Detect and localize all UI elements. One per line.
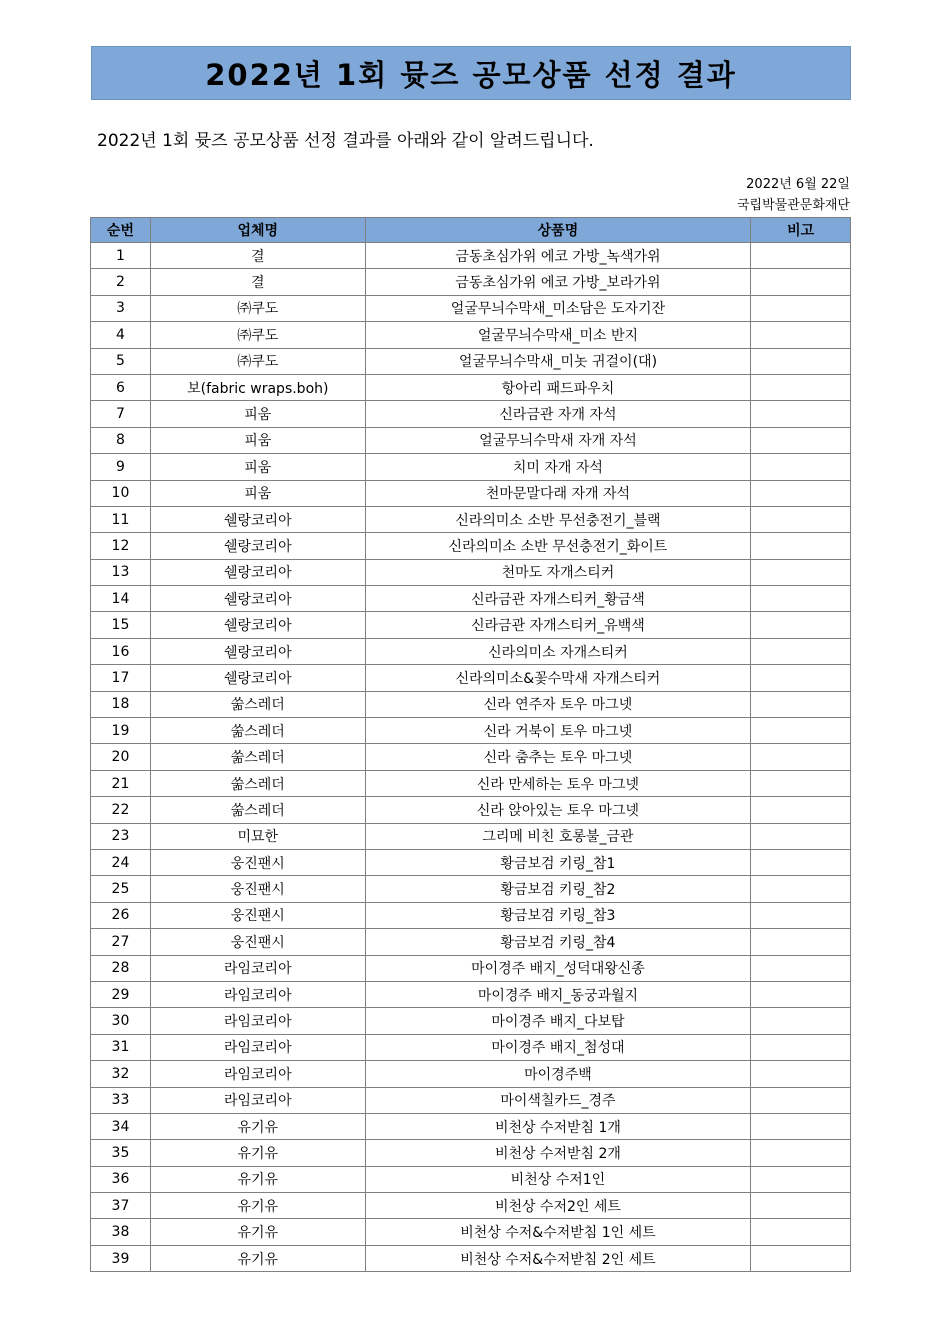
cell-product: 얼굴무늬수막새_미놋 귀걸이(대) (365, 348, 751, 374)
table-header-row (91, 218, 851, 243)
cell-company: 보(fabric wraps.boh) (150, 374, 365, 400)
cell-company: 쑮스레더 (150, 797, 365, 823)
cell-product: 신라금관 자개 자석 (365, 401, 751, 427)
table-row (91, 955, 851, 981)
cell-remarks (751, 427, 851, 453)
cell-company: 유기유 (150, 1140, 365, 1166)
header-remarks: 비고 (751, 218, 851, 243)
cell-number: 32 (91, 1061, 151, 1087)
table-row (91, 506, 851, 532)
cell-product: 황금보검 키링_참3 (365, 902, 751, 928)
cell-product: 치미 자개 자석 (365, 454, 751, 480)
cell-company: 라임코리아 (150, 1008, 365, 1034)
cell-remarks (751, 1087, 851, 1113)
cell-product: 신라의미소 소반 무선충전기_블랙 (365, 506, 751, 532)
cell-number: 26 (91, 902, 151, 928)
cell-company: 피움 (150, 427, 365, 453)
cell-number: 10 (91, 480, 151, 506)
cell-product: 마이경주백 (365, 1061, 751, 1087)
cell-product: 비천상 수저1인 (365, 1166, 751, 1192)
table-row (91, 1219, 851, 1245)
cell-company: 웅진팬시 (150, 902, 365, 928)
cell-number: 34 (91, 1113, 151, 1139)
cell-company: 쉘랑코리아 (150, 638, 365, 664)
cell-company: 피움 (150, 480, 365, 506)
table-row (91, 427, 851, 453)
cell-product: 신라 만세하는 토우 마그넷 (365, 770, 751, 796)
cell-company: 라임코리아 (150, 1061, 365, 1087)
cell-product: 신라 거북이 토우 마그넷 (365, 718, 751, 744)
cell-company: 유기유 (150, 1113, 365, 1139)
cell-company: 유기유 (150, 1193, 365, 1219)
cell-company: 웅진팬시 (150, 849, 365, 875)
cell-remarks (751, 1245, 851, 1271)
cell-product: 신라의미소 소반 무선충전기_화이트 (365, 533, 751, 559)
table-row (91, 559, 851, 585)
table-row (91, 269, 851, 295)
cell-product: 얼굴무늬수막새_미소담은 도자기잔 (365, 295, 751, 321)
table-row (91, 1166, 851, 1192)
cell-remarks (751, 849, 851, 875)
cell-product: 항아리 패드파우치 (365, 374, 751, 400)
cell-product: 비천상 수저&수저받침 1인 세트 (365, 1219, 751, 1245)
cell-number: 8 (91, 427, 151, 453)
cell-company: 쉘랑코리아 (150, 586, 365, 612)
cell-remarks (751, 955, 851, 981)
page-title: 2022년 1회 뮷즈 공모상품 선정 결과 (205, 57, 737, 92)
table-row (91, 454, 851, 480)
cell-company: 쉘랑코리아 (150, 506, 365, 532)
header-number: 순번 (91, 218, 151, 243)
cell-number: 2 (91, 269, 151, 295)
table-row (91, 797, 851, 823)
cell-number: 4 (91, 322, 151, 348)
table-row (91, 348, 851, 374)
table-row (91, 1245, 851, 1271)
cell-remarks (751, 374, 851, 400)
table-row (91, 638, 851, 664)
cell-remarks (751, 1061, 851, 1087)
cell-number: 11 (91, 506, 151, 532)
cell-number: 24 (91, 849, 151, 875)
title-banner (91, 46, 851, 100)
header-company: 업체명 (150, 218, 365, 243)
cell-product: 신라의미소&꽃수막새 자개스티커 (365, 665, 751, 691)
results-body (91, 243, 851, 1272)
cell-number: 35 (91, 1140, 151, 1166)
cell-product: 얼굴무늬수막새 자개 자석 (365, 427, 751, 453)
cell-company: 미묘한 (150, 823, 365, 849)
cell-remarks (751, 981, 851, 1007)
cell-company: ㈜쿠도 (150, 295, 365, 321)
table-row (91, 1061, 851, 1087)
cell-remarks (751, 586, 851, 612)
cell-number: 15 (91, 612, 151, 638)
cell-product: 비천상 수저2인 세트 (365, 1193, 751, 1219)
cell-number: 19 (91, 718, 151, 744)
header-product: 상품명 (365, 218, 751, 243)
cell-number: 36 (91, 1166, 151, 1192)
cell-product: 천마도 자개스티커 (365, 559, 751, 585)
cell-number: 6 (91, 374, 151, 400)
cell-remarks (751, 929, 851, 955)
table-row (91, 1140, 851, 1166)
cell-remarks (751, 876, 851, 902)
cell-remarks (751, 1193, 851, 1219)
cell-remarks (751, 770, 851, 796)
cell-company: 쉘랑코리아 (150, 612, 365, 638)
table-row (91, 1113, 851, 1139)
cell-product: 황금보검 키링_참2 (365, 876, 751, 902)
results-table (90, 217, 851, 1272)
cell-remarks (751, 612, 851, 638)
cell-remarks (751, 744, 851, 770)
cell-product: 그리메 비친 호롱불_금관 (365, 823, 751, 849)
cell-number: 25 (91, 876, 151, 902)
table-row (91, 981, 851, 1007)
cell-company: 유기유 (150, 1219, 365, 1245)
cell-product: 금동초심가위 에코 가방_녹색가위 (365, 243, 751, 269)
cell-company: 결 (150, 269, 365, 295)
cell-number: 18 (91, 691, 151, 717)
cell-product: 얼굴무늬수막새_미소 반지 (365, 322, 751, 348)
table-row (91, 691, 851, 717)
cell-remarks (751, 823, 851, 849)
table-row (91, 823, 851, 849)
cell-remarks (751, 559, 851, 585)
cell-company: 결 (150, 243, 365, 269)
table-row (91, 586, 851, 612)
cell-number: 7 (91, 401, 151, 427)
cell-remarks (751, 797, 851, 823)
cell-company: 라임코리아 (150, 981, 365, 1007)
table-row (91, 665, 851, 691)
cell-company: 웅진팬시 (150, 929, 365, 955)
table-row (91, 295, 851, 321)
cell-remarks (751, 322, 851, 348)
table-row (91, 744, 851, 770)
cell-company: 쑮스레더 (150, 718, 365, 744)
cell-number: 20 (91, 744, 151, 770)
cell-number: 21 (91, 770, 151, 796)
cell-product: 마이경주 배지_동궁과월지 (365, 981, 751, 1007)
cell-remarks (751, 1008, 851, 1034)
cell-company: 피움 (150, 401, 365, 427)
cell-number: 27 (91, 929, 151, 955)
cell-remarks (751, 1166, 851, 1192)
cell-number: 33 (91, 1087, 151, 1113)
cell-company: 쉘랑코리아 (150, 559, 365, 585)
table-row (91, 612, 851, 638)
cell-number: 13 (91, 559, 151, 585)
table-row (91, 322, 851, 348)
cell-product: 신라 연주자 토우 마그넷 (365, 691, 751, 717)
cell-product: 금동초심가위 에코 가방_보라가위 (365, 269, 751, 295)
cell-company: 쑮스레더 (150, 744, 365, 770)
cell-company: 피움 (150, 454, 365, 480)
cell-company: 쉘랑코리아 (150, 665, 365, 691)
cell-number: 5 (91, 348, 151, 374)
table-row (91, 718, 851, 744)
cell-product: 마이색칠카드_경주 (365, 1087, 751, 1113)
cell-company: 라임코리아 (150, 955, 365, 981)
cell-remarks (751, 638, 851, 664)
cell-product: 비천상 수저받침 1개 (365, 1113, 751, 1139)
table-row (91, 849, 851, 875)
cell-number: 38 (91, 1219, 151, 1245)
cell-product: 황금보검 키링_참4 (365, 929, 751, 955)
cell-product: 신라 춤추는 토우 마그넷 (365, 744, 751, 770)
cell-product: 마이경주 배지_성덕대왕신종 (365, 955, 751, 981)
cell-company: ㈜쿠도 (150, 348, 365, 374)
table-row (91, 243, 851, 269)
table-row (91, 902, 851, 928)
cell-number: 12 (91, 533, 151, 559)
cell-remarks (751, 348, 851, 374)
cell-company: 쑮스레더 (150, 691, 365, 717)
table-row (91, 1087, 851, 1113)
table-row (91, 1193, 851, 1219)
cell-number: 31 (91, 1034, 151, 1060)
cell-product: 신라금관 자개스티커_유백색 (365, 612, 751, 638)
cell-remarks (751, 506, 851, 532)
cell-remarks (751, 1219, 851, 1245)
cell-remarks (751, 480, 851, 506)
table-row (91, 401, 851, 427)
cell-product: 황금보검 키링_참1 (365, 849, 751, 875)
cell-number: 3 (91, 295, 151, 321)
cell-number: 17 (91, 665, 151, 691)
cell-remarks (751, 533, 851, 559)
table-row (91, 533, 851, 559)
cell-product: 마이경주 배지_첨성대 (365, 1034, 751, 1060)
cell-product: 비천상 수저받침 2개 (365, 1140, 751, 1166)
table-row (91, 1008, 851, 1034)
table-row (91, 374, 851, 400)
cell-number: 23 (91, 823, 151, 849)
cell-remarks (751, 295, 851, 321)
cell-remarks (751, 1113, 851, 1139)
cell-remarks (751, 1034, 851, 1060)
announcement-date: 2022년 6월 22일 (746, 177, 850, 192)
cell-number: 1 (91, 243, 151, 269)
cell-number: 9 (91, 454, 151, 480)
cell-product: 신라의미소 자개스티커 (365, 638, 751, 664)
cell-number: 28 (91, 955, 151, 981)
cell-company: 웅진팬시 (150, 876, 365, 902)
cell-number: 14 (91, 586, 151, 612)
cell-product: 신라금관 자개스티커_황금색 (365, 586, 751, 612)
cell-company: 쑮스레더 (150, 770, 365, 796)
cell-number: 30 (91, 1008, 151, 1034)
cell-number: 22 (91, 797, 151, 823)
cell-company: 라임코리아 (150, 1034, 365, 1060)
table-row (91, 770, 851, 796)
cell-remarks (751, 1140, 851, 1166)
table-row (91, 1034, 851, 1060)
cell-remarks (751, 454, 851, 480)
cell-number: 37 (91, 1193, 151, 1219)
cell-company: 유기유 (150, 1166, 365, 1192)
cell-remarks (751, 691, 851, 717)
cell-number: 39 (91, 1245, 151, 1271)
cell-number: 29 (91, 981, 151, 1007)
intro-text: 2022년 1회 뮷즈 공모상품 선정 결과를 아래와 같이 알려드립니다. (97, 131, 594, 151)
cell-remarks (751, 269, 851, 295)
cell-company: 라임코리아 (150, 1087, 365, 1113)
cell-company: ㈜쿠도 (150, 322, 365, 348)
cell-product: 비천상 수저&수저받침 2인 세트 (365, 1245, 751, 1271)
organization-name: 국립박물관문화재단 (736, 198, 850, 213)
table-row (91, 929, 851, 955)
cell-remarks (751, 665, 851, 691)
table-row (91, 480, 851, 506)
cell-remarks (751, 401, 851, 427)
cell-product: 천마문말다래 자개 자석 (365, 480, 751, 506)
table-row (91, 876, 851, 902)
cell-remarks (751, 243, 851, 269)
cell-company: 쉘랑코리아 (150, 533, 365, 559)
cell-company: 유기유 (150, 1245, 365, 1271)
cell-product: 신라 앉아있는 토우 마그넷 (365, 797, 751, 823)
cell-remarks (751, 718, 851, 744)
cell-product: 마이경주 배지_다보탑 (365, 1008, 751, 1034)
cell-number: 16 (91, 638, 151, 664)
cell-remarks (751, 902, 851, 928)
